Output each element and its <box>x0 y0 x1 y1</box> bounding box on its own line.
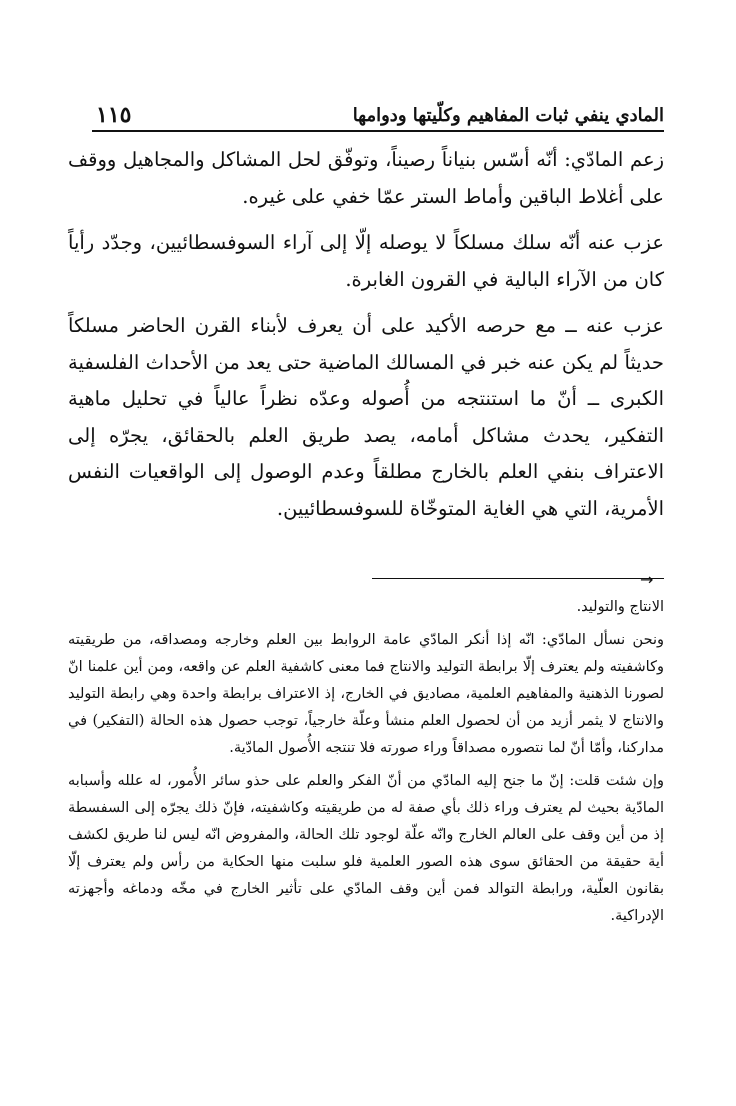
main-paragraph-2: عزب عنه أنّه سلك مسلكاً لا يوصله إلّا إلى آراء السوفسطائيين، وجدّد رأياً كان من الآراء البالية في القرون الغابرة. <box>68 231 664 291</box>
running-header-title: المادي ينفي ثبات المفاهيم وكلّيتها ودوامها <box>352 105 664 126</box>
page-number: ١١٥ <box>96 102 132 128</box>
footnote-area <box>68 594 664 936</box>
running-header <box>92 96 664 132</box>
footnote-continued-arrow-icon: → <box>640 570 654 589</box>
main-paragraph-1: زعم المادّي: أنّه أسّس بنياناً رصيناً، وتوفّق لحل المشاكل والمجاهيل ووقف على أغلاط الباقين وأماط الستر عمّا خفي على غيره. <box>68 148 664 208</box>
main-paragraph-3: عزب عنه ــ مع حرصه الأكيد على أن يعرف لأبناء القرن الحاضر مسلكاً حديثاً لم يكن عنه خبر في المسالك الماضية حتى يعد من الأحداث الفلسفية الكبرى ــ أنّ ما استنتجه من أُصوله وعدّه نظراً عالياً في تحليل ماهية التفكير، يحدث مشاكل أمامه، يصد طريق العلم بالحقائق، يجرّه إلى الاعتراف بنفي العلم بالخارج مطلقاً وعدم الوصول إلى الواقعيات النفس الأمرية، التي هي الغاية المتوخّاة للسوفسطائيين. <box>68 314 664 520</box>
footnote-separator <box>372 578 664 579</box>
main-text <box>68 142 664 537</box>
footnote-paragraph-2: ونحن نسأل المادّي: انّه إذا أنكر المادّي عامة الروابط بين العلم وخارجه ومصداقه، من طريقيته وكاشفيته ولم يعترف إلّا برابطة التوليد والانتاج فما معنى كاشفية العلم عن واقعه، ومن أين علمنا انّ لصورنا الذهنية والمفاهيم العلمية، مصاديق في الخارج، إذ الاعتراف برابطة واحدة وهي رابطة التوليد والانتاج لا يثمر أزيد من أن لحصول العلم منشأ وعلّة خارجياً، توجب حصول هذه الحالة (التفكير) في مداركنا، وأمّا أنّ لما نتصوره مصداقاً وراء صورته فلا تنتجه الأُصول المادّية. <box>68 632 664 756</box>
footnote-paragraph-1: الانتاج والتوليد. <box>576 599 664 615</box>
footnote-paragraph-3: وإن شئت قلت: إنّ ما جنح إليه المادّي من أنّ الفكر والعلم على حذو سائر الأُمور، له علله وأسبابه المادّية بحيث لم يعترف وراء ذلك بأي صفة له من طريقيته وكاشفيته، فإنّ ذلك يجرّه إلى السفسطة إذ من أين وقف على العالم الخارج وانّه علّة لوجود تلك الحالة، والمفروض انّه ليس لنا طريق لكشف أية حقيقة من الحقائق سوى هذه الصور العلمية فلو سلبت منها الحكاية من رأس ولم يعترف إلّا بقانون العلّية، ورابطة التوالد فمن أين وقف المادّي على تأثير الخارج في مخّه ودماغه وأجهزته الإدراكية. <box>68 773 664 924</box>
